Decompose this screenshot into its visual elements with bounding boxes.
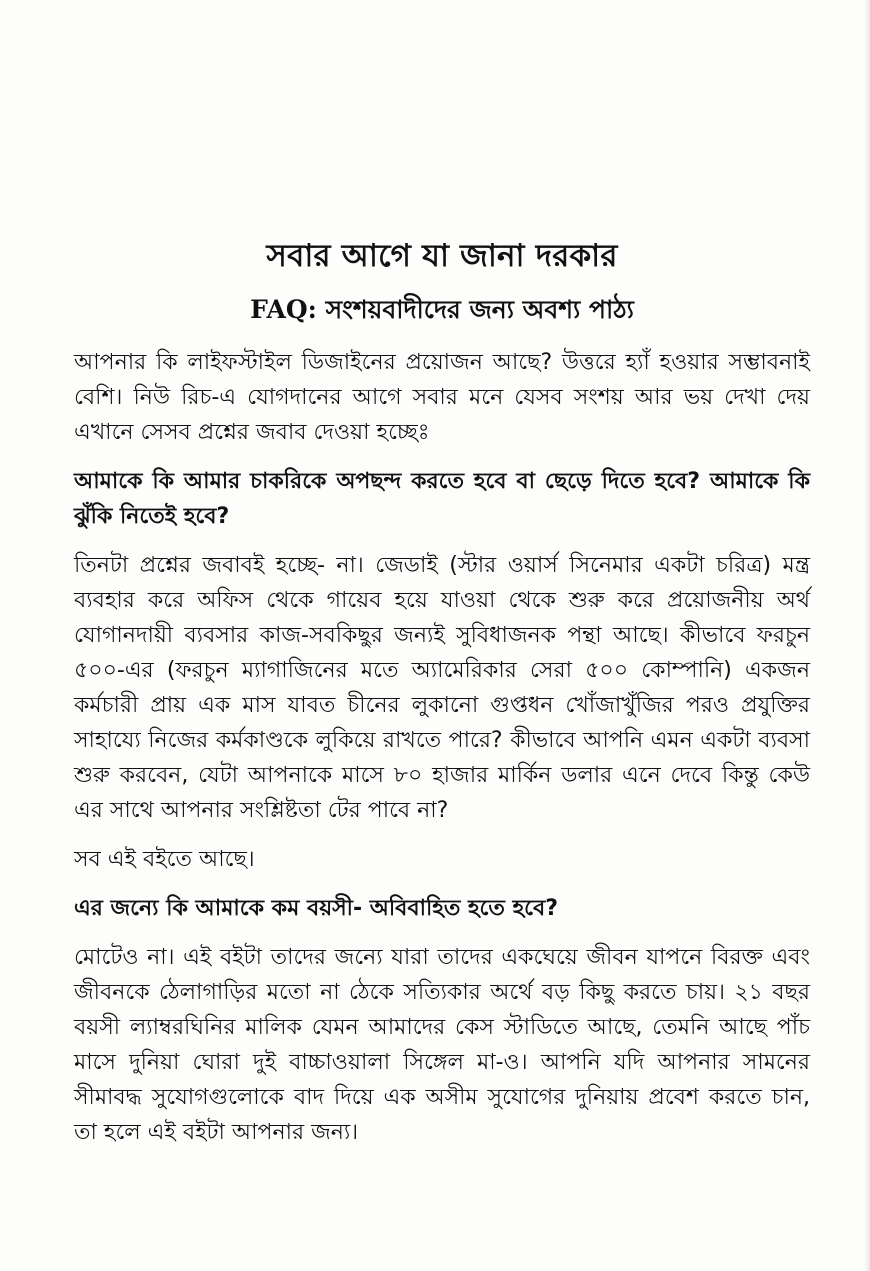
subtitle-text: সংশয়বাদীদের জন্য অবশ্য পাঠ্য [325, 295, 634, 325]
answer-2-paragraph: মোটেও না। এই বইটা তাদের জন্যে যারা তাদের একঘেয়ে জীবন যাপনে বিরক্ত এবং জীবনকে ঠেলাগাড়ির মতো না ঠেকে সত্যিকার অর্থে বড় কিছু করতে চায়। ২১ বছর বয়সী ল্যাম্বরঘিনির মালিক যেমন আমাদের কেস স্টাডিতে আছে, তেমনি আছে পাঁচ মাসে দুনিয়া ঘোরা দুই বাচ্চাওয়ালা সিঙ্গেল মা-ও। আপনি যদি আপনার সামনের সীমাবদ্ধ সুযোগগুলোকে বাদ দিয়ে এক অসীম সুযোগের দুনিয়ায় প্রবেশ করতে চান, তা হলে এই বইটা আপনার জন্য। [74, 945, 810, 1146]
chapter-title: সবার আগে যা জানা দরকার [266, 238, 618, 274]
question-1: আমাকে কি আমার চাকরিকে অপছন্দ করতে হবে বা ছেড়ে দিতে হবে? আমাকে কি ঝুঁকি নিতেই হবে? [74, 469, 810, 530]
answer-1-closing: সব এই বইতে আছে। [74, 847, 255, 873]
question-2: এর জন্যে কি আমাকে কম বয়সী- অবিবাহিত হতে হবে? [74, 896, 558, 922]
chapter-subtitle [74, 295, 810, 325]
page-edge-shadow [864, 0, 870, 1271]
answer-1-paragraph: তিনটা প্রশ্নের জবাবই হচ্ছে- না। জেডাই (স্টার ওয়ার্স সিনেমার একটা চরিত্র) মন্ত্র ব্যবহার করে অফিস থেকে গায়েব হয়ে যাওয়া থেকে শুরু করে প্রয়োজনীয় অর্থ যোগানদায়ী ব্যবসার কাজ-সবকিছুর জন্যই সুবিধাজনক পন্থা আছে। কীভাবে ফরচুন ৫০০-এর (ফরচুন ম্যাগাজিনের মতে অ্যামেরিকার সেরা ৫০০ কোম্পানি) একজন কর্মচারী প্রায় এক মাস যাবত চীনের লুকানো গুপ্তধন খোঁজাখুঁজির পরও প্রযুক্তির সাহায্যে নিজের কর্মকাণ্ডকে লুকিয়ে রাখতে পারে? কীভাবে আপনি এমন একটা ব্যবসা শুরু করবেন, যেটা আপনাকে মাসে ৮০ হাজার মার্কিন ডলার এনে দেবে কিন্তু কেউ এর সাথে আপনার সংশ্লিষ্টতা টের পাবে না? [74, 553, 810, 824]
page-content [74, 238, 810, 1164]
intro-paragraph: আপনার কি লাইফস্টাইল ডিজাইনের প্রয়োজন আছে? উত্তরে হ্যাঁ হওয়ার সম্ভাবনাই বেশি। নিউ রিচ-এ যোগদানের আগে সবার মনে যেসব সংশয় আর ভয় দেখা দেয় এখানে সেসব প্রশ্নের জবাব দেওয়া হচ্ছেঃ [74, 350, 810, 446]
subtitle-faq-prefix: FAQ: [250, 295, 317, 325]
